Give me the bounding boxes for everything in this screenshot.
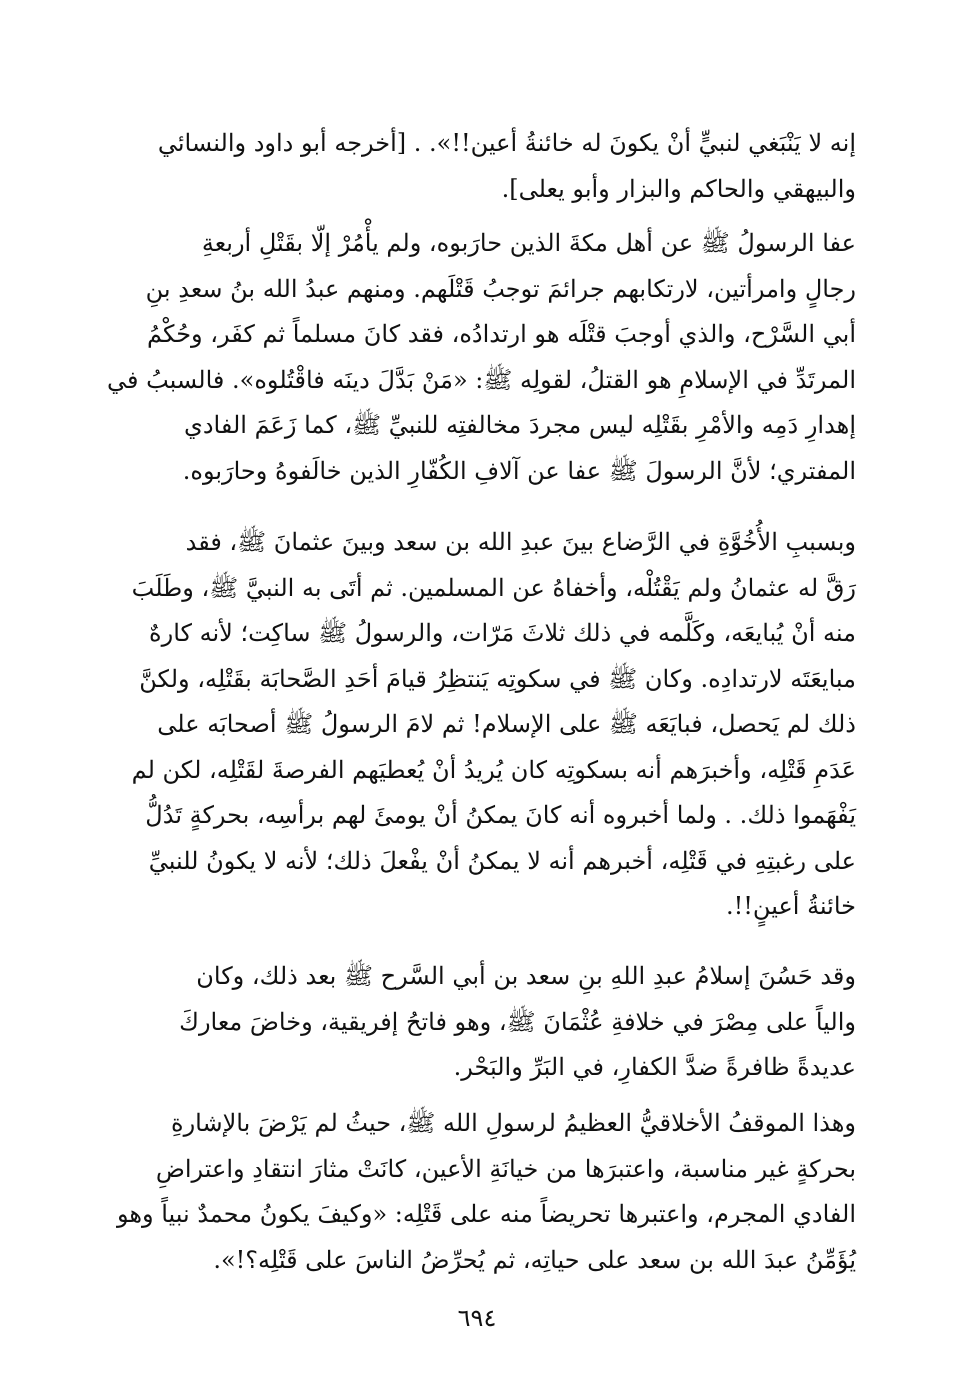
text-line: خائنةُ أعينٍ!!. [726,892,856,920]
text-line: المفتري؛ لأنَّ الرسولَ ﷺ عفا عن آلافِ الكُفّارِ الذين خالَفوهُ وحارَبوه. [182,456,856,485]
paragraph-3 [104,520,856,930]
text-line: وقد حَسُنَ إسلامُ عبدِ اللهِ بنِ سعد بن أبي السَّرح ﷺ بعد ذلك، وكان [196,962,856,990]
text-line: وبسببِ الأُخُوَّةِ في الرَّضاع بينَ عبدِ الله بن سعد وبينَ عثمانَ ﷺ، فقد [185,528,856,556]
text-line: إنه لا يَنْبَغي لنبيٍّ أنْ يكونَ له خائنةُ أعين!!». . [أخرجه أبو داود والنسائي [157,129,856,157]
text-line: يَفْهَموا ذلك. . ولما أخبروه أنه كانَ يمكنُ أنْ يومئَ لهم برأسِه، بحركةٍ تَدُلُّ [145,801,856,829]
text-line: عَدَمِ قَتْلِه، وأخبرَهم أنه بسكوتِه كان يُريدُ أنْ يُعطيَهم الفرصةَ لقَتْلِه، لكن لم [131,755,856,784]
text-line: على رغبتِهِ في قَتْلِه، أخبرهم أنه لا يمكنُ أنْ يفْعلَ ذلك؛ لأنه لا يكونُ للنبيِّ [148,846,856,875]
paragraph-1 [104,121,856,212]
text-line: عديدةً ظافرةً ضدَّ الكفارِ، في البَرِّ والبَحْر. [453,1053,856,1081]
text-line: والبيهقي والحاكم والبزار وأبو يعلى]. [501,174,856,203]
text-line: يُؤَمِّنُ عبدَ الله بن سعد على حياتِه، ثم يُحرِّضُ الناسَ على قَتْلِه؟!». [213,1245,856,1274]
text-line: إهدارِ دَمِه والأمْرِ بقَتْلِه ليس مجردَ مخالفتِه للنبيِّ ﷺ، كما زَعَمَ الفادي [184,411,856,439]
text-line: أبي السَّرْح، والذي أوجبَ قتْلَه هو ارتدادُه، فقد كانَ مسلماً ثم كفَر، وحُكْمُ [146,320,856,348]
text-line: مبايعَتَه لارتدادِه. وكان ﷺ في سكوتِه يَنتظِرُ قيامَ أحَدِ الصَّحابَة بقَتْلِه، ولكنَّ [139,664,856,693]
text-line: رَقَّ له عثمانُ ولم يَقْتُلْه، وأخفاهُ عن المسلمين. ثم أتَى به النبيَّ ﷺ، وطَلَبَ [131,573,856,602]
page-number: ٦٩٤ [457,1304,497,1332]
text-line: الفادي المجرم، واعتبرها تحريضاً منه على قَتْلِه: «وكيفَ يكونُ محمدٌ نبياً وهو [116,1200,856,1228]
text-line: عفا الرسولُ ﷺ عن أهل مكةَ الذين حارَبوه، ولم يأْمُرْ إلّا بقَتْلِ أربعةِ [201,229,856,257]
text-line: ذلك لم يَحصل، فبايَعَه ﷺ على الإسلام! ثم لامَ الرسولُ ﷺ أصحابَه على [157,710,856,738]
text-line: المرتَدِّ في الإسلامِ هو القتلُ، لقولِه ﷺ: «مَنْ بَدَّلَ دينَه فاقْتُلوه». فالسببُ في [106,365,856,394]
text-line: بحركةٍ غير مناسبة، واعتبرَها من خيانَةِ الأعين، كانَتْ مثارَ انتقادِ واعتراضِ [155,1154,856,1183]
text-line: رجالٍ وامرأتين، لارتكابهم جرائمَ توجبُ قَتْلَهم. ومنهم عبدُ الله بنُ سعدِ بنِ [145,274,856,303]
paragraph-2 [104,221,856,494]
paragraph-4 [104,954,856,1091]
text-line: وهذا الموقفُ الأخلاقيُّ العظيمُ لرسولِ الله ﷺ، حيثُ لم يَرْضَ بالإشارةِ [171,1109,856,1137]
paragraph-5 [104,1101,856,1283]
text-line: والياً على مِصْرَ في خلافةِ عُثْمَانَ ﷺ، وهو فاتحُ إفريقية، وخاضَ معاركَ [179,1007,856,1036]
text-line: منه أنْ يُبايعَه، وكَلَّمه في ذلك ثلاثَ مَرّات، والرسولُ ﷺ ساكِت؛ لأنه كارهٌ [149,619,856,647]
